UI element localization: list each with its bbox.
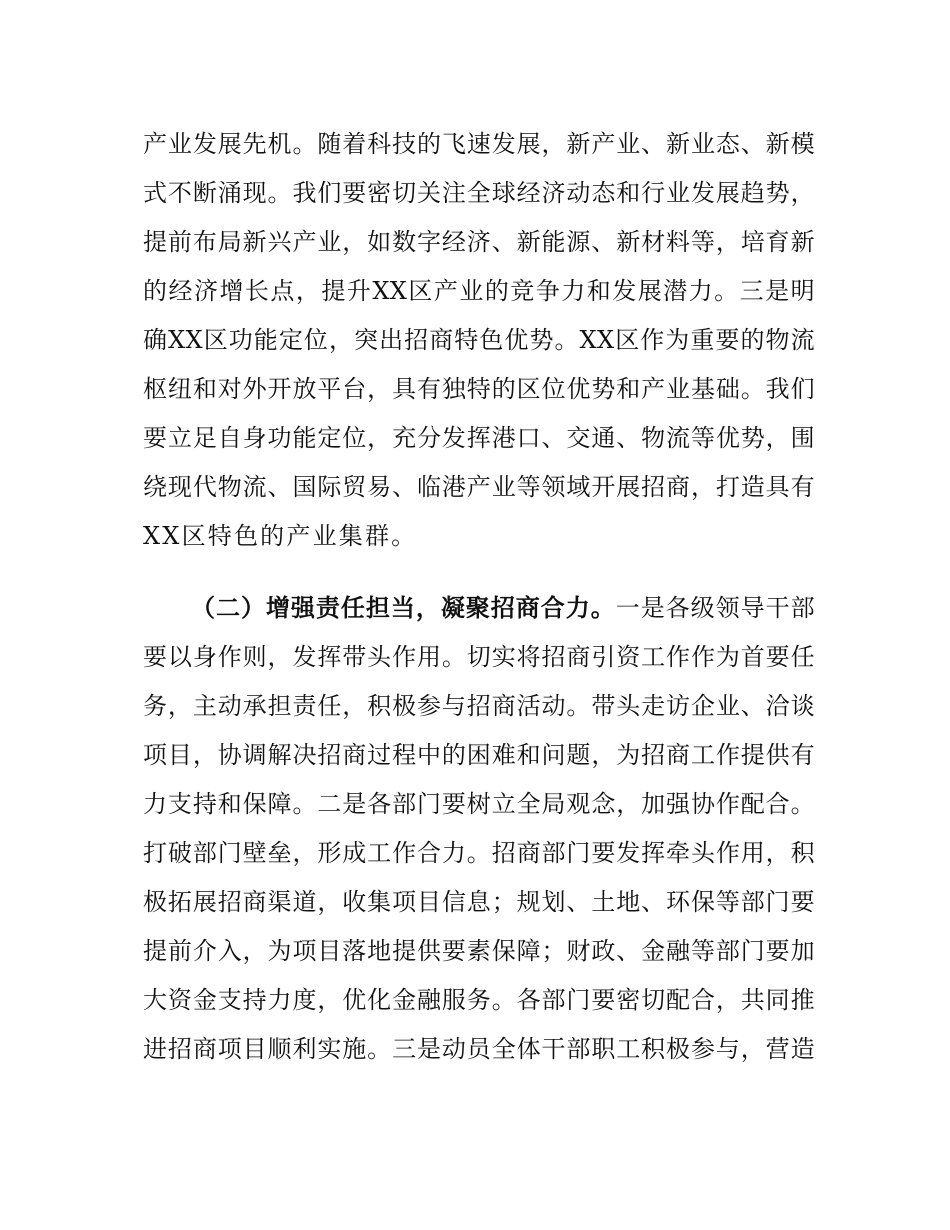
text-line: XX区特色的产业集群。 <box>143 522 418 550</box>
text-line: 项目，协调解决招商过程中的困难和问题，为招商工作提供有 <box>143 741 815 769</box>
text-line: 绕现代物流、国际贸易、临港产业等领域开展招商，打造具有 <box>143 473 815 501</box>
text-line: 要立足自身功能定位，充分发挥港口、交通、物流等优势，围 <box>143 424 815 452</box>
text-fragment: 一是各级领导干部 <box>615 594 815 622</box>
text-line: 的经济增长点，提升XX区产业的竞争力和发展潜力。三是明 <box>143 277 815 305</box>
text-line: 枢纽和对外开放平台，具有独特的区位优势和产业基础。我们 <box>143 375 815 403</box>
text-line: 力支持和保障。二是各部门要树立全局观念，加强协作配合。 <box>143 790 815 818</box>
text-line: 极拓展招商渠道，收集项目信息；规划、土地、环保等部门要 <box>143 888 815 916</box>
text-line: 提前布局新兴产业，如数字经济、新能源、新材料等，培育新 <box>143 228 815 256</box>
text-line: 大资金支持力度，优化金融服务。各部门要密切配合，共同推 <box>143 986 815 1014</box>
text-line: 务，主动承担责任，积极参与招商活动。带头走访企业、洽谈 <box>143 692 815 720</box>
text-line: 打破部门壁垒，形成工作合力。招商部门要发挥牵头作用，积 <box>143 839 815 867</box>
text-line: 要以身作则，发挥带头作用。切实将招商引资工作作为首要任 <box>143 643 815 671</box>
text-line: 式不断涌现。我们要密切关注全球经济动态和行业发展趋势， <box>143 179 815 207</box>
text-line: 确XX区功能定位，突出招商特色优势。XX区作为重要的物流 <box>143 326 815 354</box>
text-line: 进招商项目顺利实施。三是动员全体干部职工积极参与，营造 <box>143 1035 815 1063</box>
section-heading-line <box>191 588 815 628</box>
text-line: 产业发展先机。随着科技的飞速发展，新产业、新业态、新模 <box>143 130 815 158</box>
text-line: 提前介入，为项目落地提供要素保障；财政、金融等部门要加 <box>143 937 815 965</box>
section-heading: （二）增强责任担当，凝聚招商合力。 <box>191 593 616 622</box>
